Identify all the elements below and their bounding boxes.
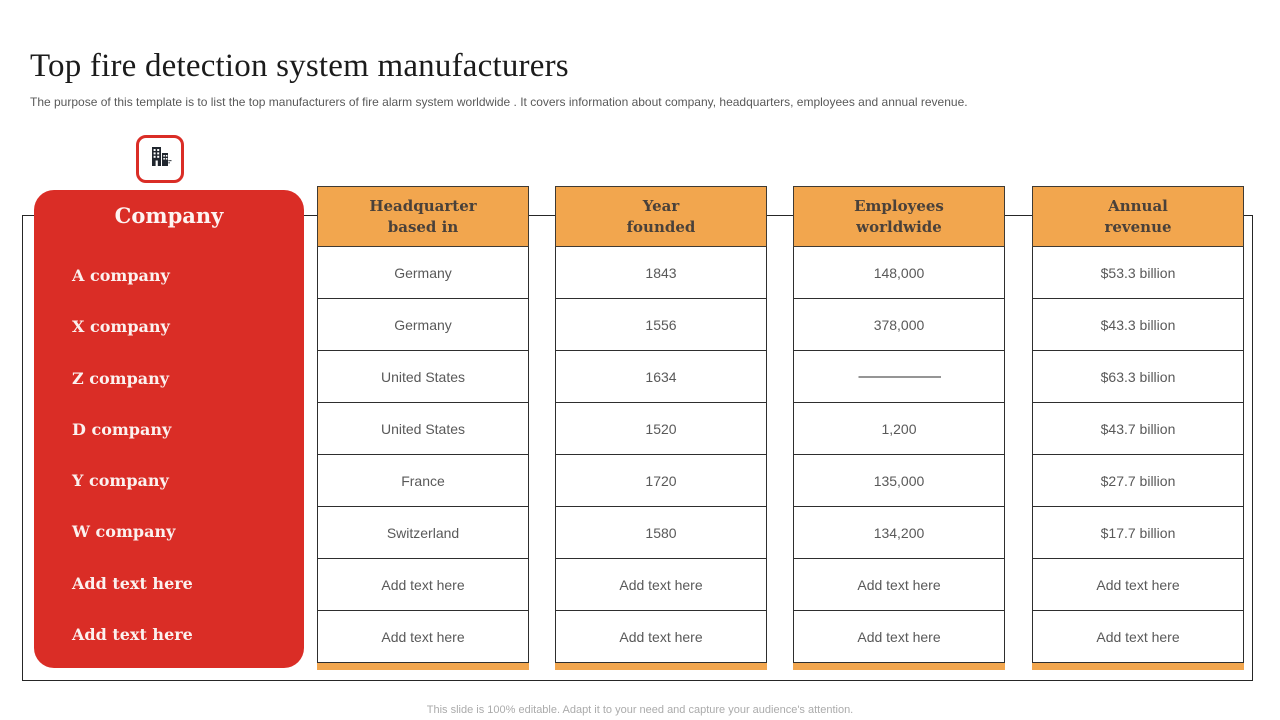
- company-item[interactable]: D company: [72, 419, 172, 439]
- column-annual-revenue: [1032, 186, 1244, 670]
- table-cell[interactable]: $43.7 billion: [1033, 403, 1243, 455]
- column-header: [793, 186, 1005, 247]
- table-cell[interactable]: Switzerland: [318, 507, 528, 559]
- table-cell[interactable]: Add text here: [794, 611, 1004, 662]
- column-cells: [1032, 247, 1244, 663]
- company-item[interactable]: Add text here: [72, 573, 193, 593]
- table-cell[interactable]: $43.3 billion: [1033, 299, 1243, 351]
- table-cell[interactable]: United States: [318, 351, 528, 403]
- company-item[interactable]: Y company: [72, 471, 169, 491]
- column-header: [317, 186, 529, 247]
- column-header-line: Headquarter: [369, 196, 477, 215]
- company-item[interactable]: Z company: [72, 368, 170, 388]
- buildings-icon: [147, 144, 173, 175]
- column-header: [1032, 186, 1244, 247]
- table-cell[interactable]: $17.7 billion: [1033, 507, 1243, 559]
- table-cell[interactable]: United States: [318, 403, 528, 455]
- table-cell[interactable]: $53.3 billion: [1033, 247, 1243, 299]
- table-cell[interactable]: 1634: [556, 351, 766, 403]
- table-cell[interactable]: Germany: [318, 247, 528, 299]
- icon-frame: [136, 135, 184, 183]
- column-cells: [793, 247, 1005, 663]
- table-cell[interactable]: 148,000: [794, 247, 1004, 299]
- table-cell[interactable]: Add text here: [1033, 611, 1243, 662]
- company-item[interactable]: Add text here: [72, 624, 193, 644]
- column-accent-strip: [555, 663, 767, 670]
- column-header-line: based in: [387, 217, 459, 236]
- footer-note: This slide is 100% editable. Adapt it to your need and capture your audience's attention.: [426, 704, 854, 716]
- column-employees: [793, 186, 1005, 670]
- table-cell[interactable]: Add text here: [794, 559, 1004, 611]
- table-cell[interactable]: France: [318, 455, 528, 507]
- company-items-list: [34, 254, 304, 652]
- table-cell[interactable]: $63.3 billion: [1033, 351, 1243, 403]
- table-cell[interactable]: 135,000: [794, 455, 1004, 507]
- table-cell[interactable]: 1,200: [794, 403, 1004, 455]
- table-cell[interactable]: Add text here: [318, 559, 528, 611]
- column-year-founded: [555, 186, 767, 670]
- column-headquarter: [317, 186, 529, 670]
- table-cell[interactable]: 378,000: [794, 299, 1004, 351]
- table-cell[interactable]: Add text here: [556, 611, 766, 662]
- company-column-header: Company: [114, 203, 224, 228]
- column-header-line: Annual: [1108, 196, 1168, 215]
- table-cell[interactable]: Add text here: [556, 559, 766, 611]
- company-item[interactable]: X company: [72, 317, 170, 337]
- company-item[interactable]: A company: [72, 266, 170, 285]
- column-header-line: Employees: [854, 196, 944, 215]
- company-item[interactable]: W company: [72, 522, 176, 542]
- page-title: Top fire detection system manufacturers: [30, 48, 569, 85]
- table-cell[interactable]: 1520: [556, 403, 766, 455]
- column-header-line: worldwide: [856, 217, 942, 236]
- table-cell[interactable]: 1843: [556, 247, 766, 299]
- table-cell[interactable]: $27.7 billion: [1033, 455, 1243, 507]
- table-cell-empty-dash[interactable]: ——————: [794, 351, 1004, 403]
- column-accent-strip: [317, 663, 529, 670]
- column-cells: [317, 247, 529, 663]
- column-header-line: revenue: [1104, 217, 1172, 236]
- column-accent-strip: [793, 663, 1005, 670]
- slide-subtitle: The purpose of this template is to list the top manufacturers of fire alarm system worldwide . It covers information about company, headquarters, employees and annual revenue.: [30, 95, 968, 109]
- table-cell[interactable]: Add text here: [1033, 559, 1243, 611]
- column-header-line: Year: [642, 196, 680, 215]
- table-cell[interactable]: Add text here: [318, 611, 528, 662]
- table-cell[interactable]: 1580: [556, 507, 766, 559]
- table-cell[interactable]: 134,200: [794, 507, 1004, 559]
- column-header-line: founded: [626, 217, 696, 236]
- table-cell[interactable]: 1556: [556, 299, 766, 351]
- company-panel: [34, 190, 304, 668]
- column-cells: [555, 247, 767, 663]
- column-header: [555, 186, 767, 247]
- table-cell[interactable]: Germany: [318, 299, 528, 351]
- table-cell[interactable]: 1720: [556, 455, 766, 507]
- column-accent-strip: [1032, 663, 1244, 670]
